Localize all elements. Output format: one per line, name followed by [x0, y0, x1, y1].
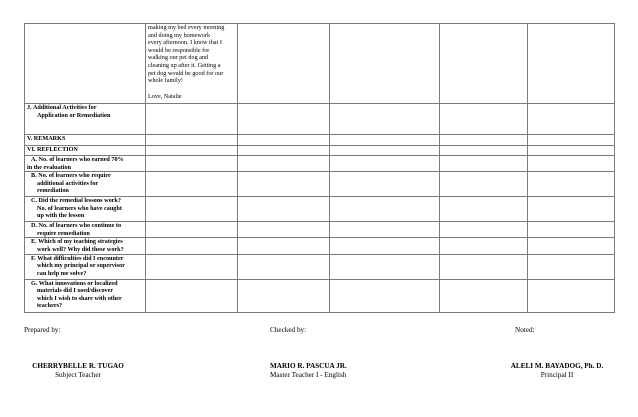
row-remarks: [25, 135, 615, 146]
row-label: A. No. of learners who earned 70% in the evaluation: [25, 156, 146, 172]
letter-line: pet dog would be good for our: [148, 69, 224, 77]
row-additional-activities: [25, 104, 615, 135]
row-label: J. Additional Activities for Application or Remediation: [25, 104, 146, 135]
letter-line: whole family!: [148, 77, 183, 85]
row-g: [25, 279, 615, 312]
empty-cell: [440, 24, 528, 104]
letter-line: walking our pet dog and: [148, 54, 209, 62]
letter-line: cleaning up after it. Getting a: [148, 61, 221, 69]
letter-line: and doing my homework: [148, 31, 211, 39]
empty-cell: [330, 24, 440, 104]
prepared-role: Subject Teacher: [55, 371, 101, 379]
row-label: D. No. of learners who continue to require remediation: [25, 222, 146, 238]
row-label: E. Which of my teaching strategies work well? Why did these work?: [25, 238, 146, 254]
letter-line: would be responsible for: [148, 46, 210, 54]
letter-line: making my bed every morning: [148, 24, 225, 31]
checked-label: Checked by:: [270, 326, 307, 334]
row-reflection: [25, 146, 615, 156]
letter-line: every afternoon. I know that I: [148, 39, 222, 47]
lesson-plan-table: [24, 23, 615, 313]
letter-cell: [146, 24, 238, 104]
checked-name: MARIO R. PASCUA JR.: [270, 362, 347, 370]
row-label: G. What innovations or localized materials did I used/discover which I wish to share with other teachers?: [25, 279, 146, 312]
row-label: B. No. of learners who require additional activities for remediation: [25, 172, 146, 197]
prepared-signature: [24, 362, 132, 380]
noted-label: Noted:: [515, 326, 535, 334]
prepared-label: Prepared by:: [24, 326, 61, 334]
checked-role: Master Teacher I - English: [270, 371, 347, 379]
prepared-name: CHERRYBELLE R. TUGAO: [32, 362, 124, 370]
letter-row: [25, 24, 615, 104]
section-heading: VI. REFLECTION: [25, 146, 146, 156]
noted-role: Principal II: [540, 371, 574, 379]
row-e: [25, 238, 615, 254]
empty-cell: [238, 24, 330, 104]
row-f: [25, 254, 615, 279]
empty-cell: [25, 24, 146, 104]
row-c: [25, 197, 615, 222]
row-a: [25, 156, 615, 172]
letter-signoff: Love, Natalie: [148, 92, 182, 100]
row-label: C. Did the remedial lessons work? No. of learners who have caught up with the lesson: [25, 197, 146, 222]
row-b: [25, 172, 615, 197]
row-label: F. What difficulties did I encounter which my principal or supervisor can help me solve?: [25, 254, 146, 279]
section-heading: V. REMARKS: [25, 135, 146, 146]
checked-signature: [270, 362, 410, 380]
row-d: [25, 222, 615, 238]
noted-name: ALELI M. BAYADOG, Ph. D.: [510, 362, 604, 370]
noted-signature: [496, 362, 618, 380]
empty-cell: [528, 24, 615, 104]
